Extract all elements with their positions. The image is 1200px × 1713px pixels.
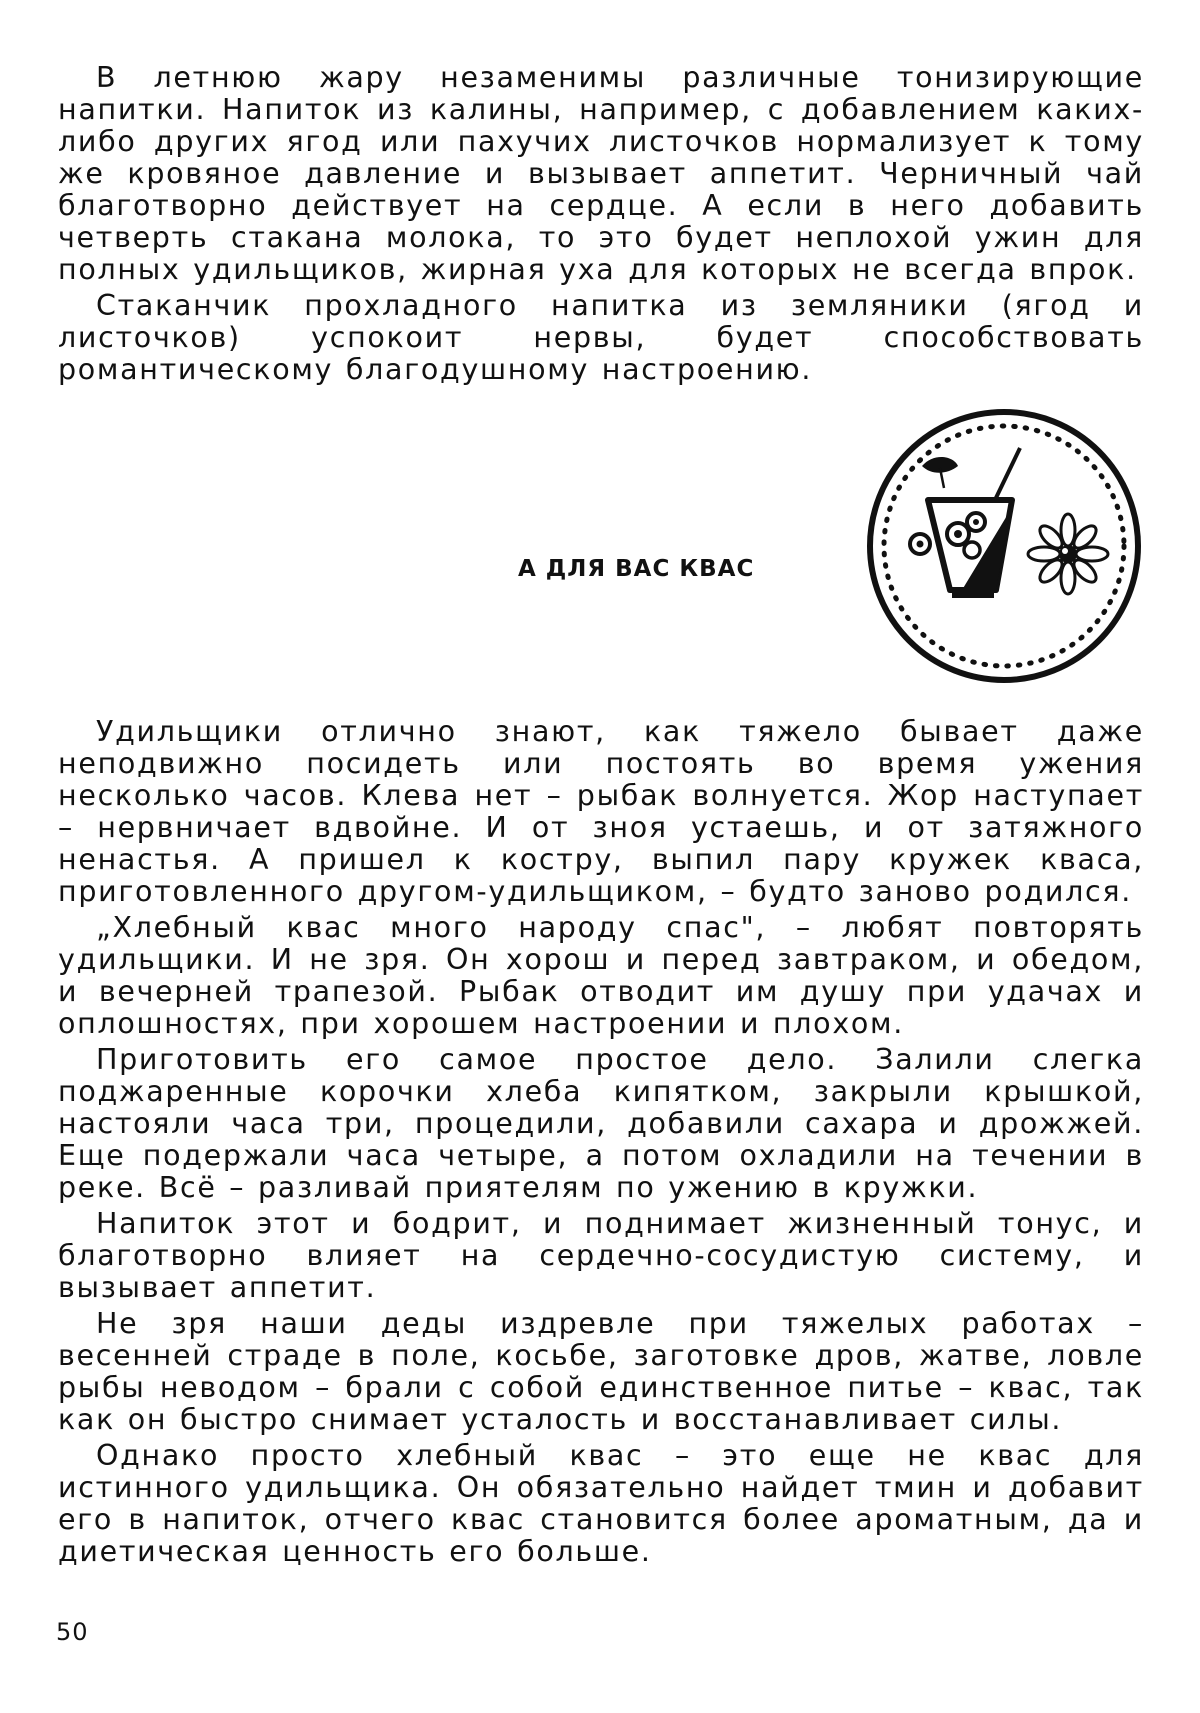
section-heading: А ДЛЯ ВАС КВАС: [518, 556, 754, 582]
paragraph: Не зря наши деды издревле при тяжелых работах – весенней страде в поле, косьбе, заготовке дров, жатве, ловле рыбы неводом – брали с собой единственное питье – квас, так как он быстро снимает усталость и восстанавливает силы.: [58, 1308, 1144, 1436]
page-number: 50: [56, 1618, 89, 1646]
paragraph: Напиток этот и бодрит, и поднимает жизненный тонус, и благотворно влияет на сердечно-сосудистую систему, и вызывает аппетит.: [58, 1208, 1144, 1304]
paragraph: Удильщики отлично знают, как тяжело бывает даже неподвижно посидеть или постоять во время ужения несколько часов. Клева нет – рыбак волнуется. Жор наступает – нервничает вдвойне. И от зноя устаешь, и от затяжного ненастья. А пришел к костру, выпил пару кружек кваса, приготовленного другом-удильщиком, – будто заново родился.: [58, 716, 1144, 908]
paragraph: „Хлебный квас много народу спас", – любят повторять удильщики. И не зря. Он хорош и перед завтраком, и обедом, и вечерней трапезой. Рыбак отводит им душу при удачах и оплошностях, при хорошем настроении и плохом.: [58, 912, 1144, 1040]
paragraph: Однако просто хлебный квас – это еще не квас для истинного удильщика. Он обязательно найдет тмин и добавит его в напиток, отчего квас становится более ароматным, да и диетическая ценность его больше.: [58, 1440, 1144, 1568]
book-page: [0, 0, 1200, 1713]
paragraph: В летнюю жару незаменимы различные тонизирующие напитки. Напиток из калины, например, с добавлением каких-либо других ягод или пахучих листочков нормализует к тому же кровяное давление и вызывает аппетит. Черничный чай благотворно действует на сердце. А если в него добавить четверть стакана молока, то это будет неплохой ужин для полных удильщиков, жирная уха для которых не всегда впрок.: [58, 62, 1144, 286]
kvass-text-block: [58, 716, 1144, 1568]
intro-text-block: [58, 62, 1144, 386]
paragraph: Приготовить его самое простое дело. Залили слегка поджаренные корочки хлеба кипятком, закрыли крышкой, настояли часа три, процедили, добавили сахара и дрожжей. Еще подержали часа четыре, а потом охладили на течении в реке. Всё – разливай приятелям по ужению в кружки.: [58, 1044, 1144, 1204]
paragraph: Стаканчик прохладного напитка из земляники (ягод и листочков) успокоит нервы, будет способствовать романтическому благодушному настроению.: [58, 290, 1144, 386]
kvass-glass-icon: [862, 404, 1146, 688]
